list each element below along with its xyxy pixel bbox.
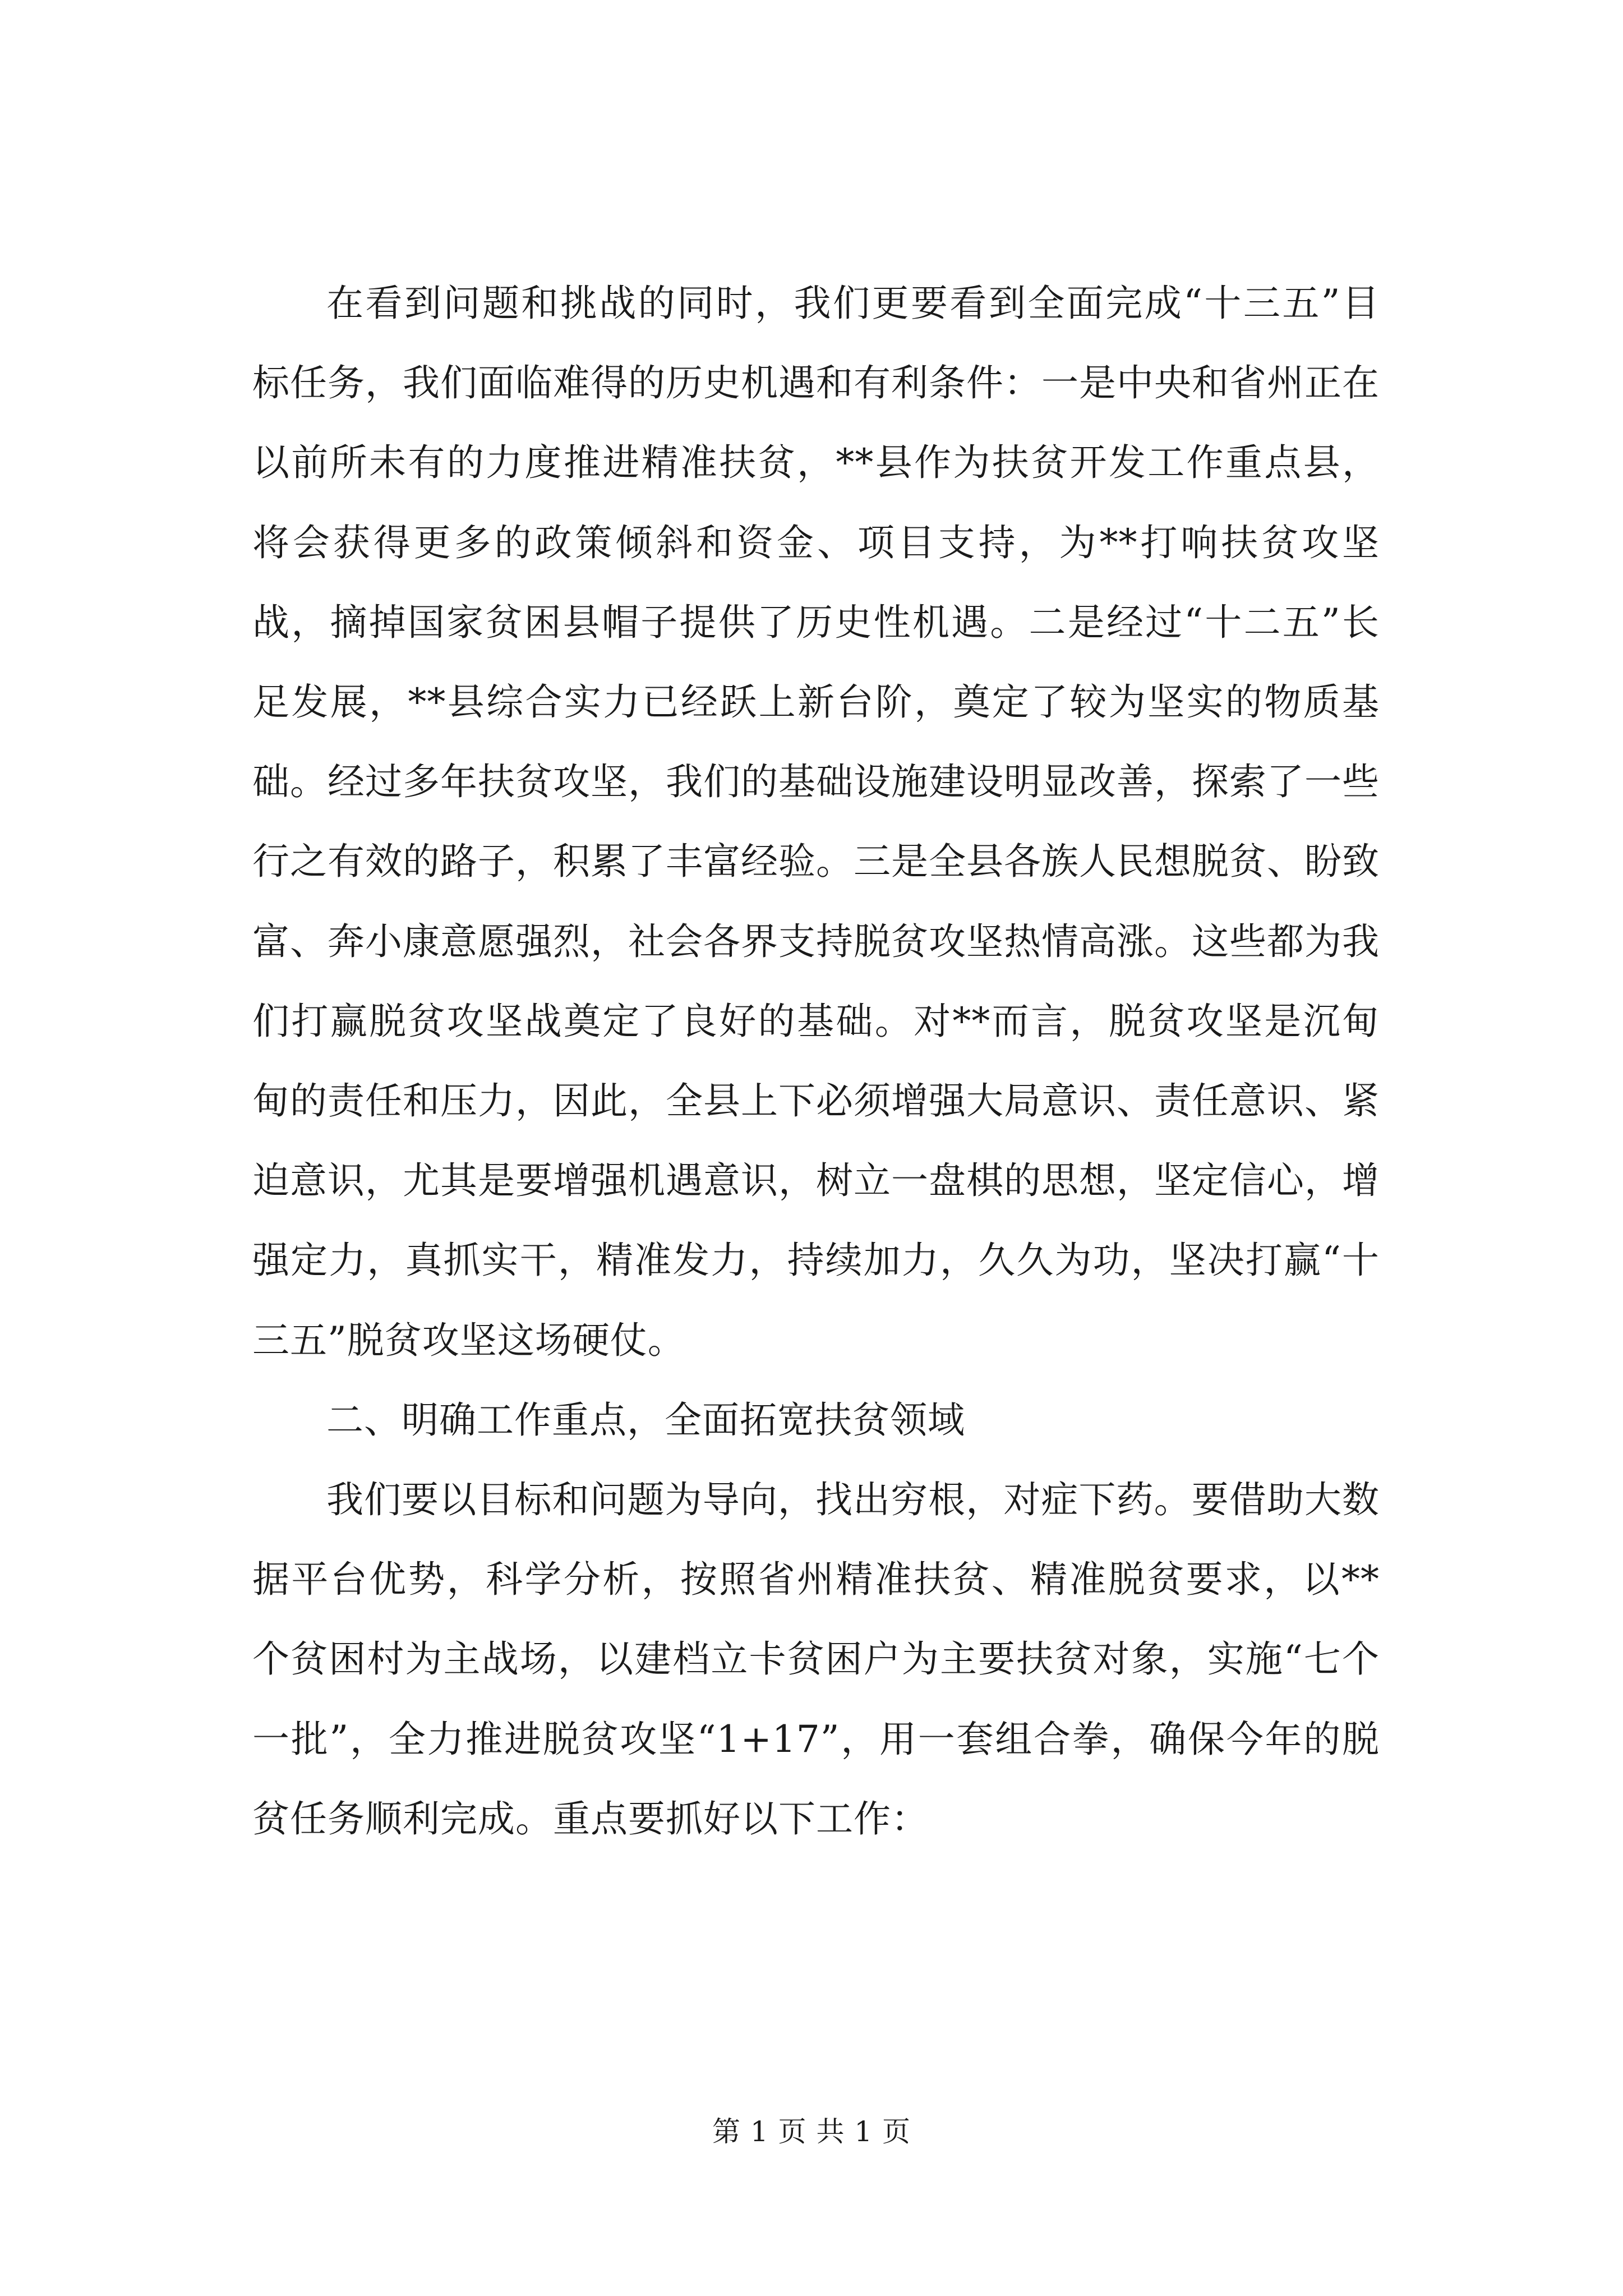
paragraph-work-focus: 我们要以目标和问题为导向，找出穷根，对症下药。要借助大数据平台优势，科学分析，按照省州精准扶贫、精准脱贫要求，以**个贫困村为主战场，以建档立卡贫困户为主要扶贫对象，实施“七个一批”，全力推进脱贫攻坚“1+17”，用一套组合拳，确保今年的脱贫任务顺利完成。重点要抓好以下工作： [252, 1478, 1380, 1841]
page-footer: 第 1 页 共 1 页 [712, 2115, 911, 2148]
paragraph-opportunities: 在看到问题和挑战的同时，我们更要看到全面完成“十三五”目标任务，我们面临难得的历史机遇和有利条件：一是中央和省州正在以前所未有的力度推进精准扶贫，**县作为扶贫开发工作重点县，将会获得更多的政策倾斜和资金、项目支持，为**打响扶贫攻坚战，摘掉国家贫困县帽子提供了历史性机遇。二是经过“十二五”长足发展，**县综合实力已经跃上新台阶，奠定了较为坚实的物质基础。经过多年扶贫攻坚，我们的基础设施建设明显改善，探索了一些行之有效的路子，积累了丰富经验。三是全县各族人民想脱贫、盼致富、奔小康意愿强烈，社会各界支持脱贫攻坚热情高涨。这些都为我们打赢脱贫攻坚战奠定了良好的基础。对**而言，脱贫攻坚是沉甸甸的责任和压力，因此，全县上下必须增强大局意识、责任意识、紧迫意识，尤其是要增强机遇意识，树立一盘棋的思想，坚定信心，增强定力，真抓实干，精准发力，持续加力，久久为功，坚决打赢“十三五”脱贫攻坚这场硬仗。 [252, 282, 1380, 1362]
section-heading: 二、明确工作重点，全面拓宽扶贫领域 [326, 1398, 965, 1442]
document-body [252, 264, 1380, 1859]
